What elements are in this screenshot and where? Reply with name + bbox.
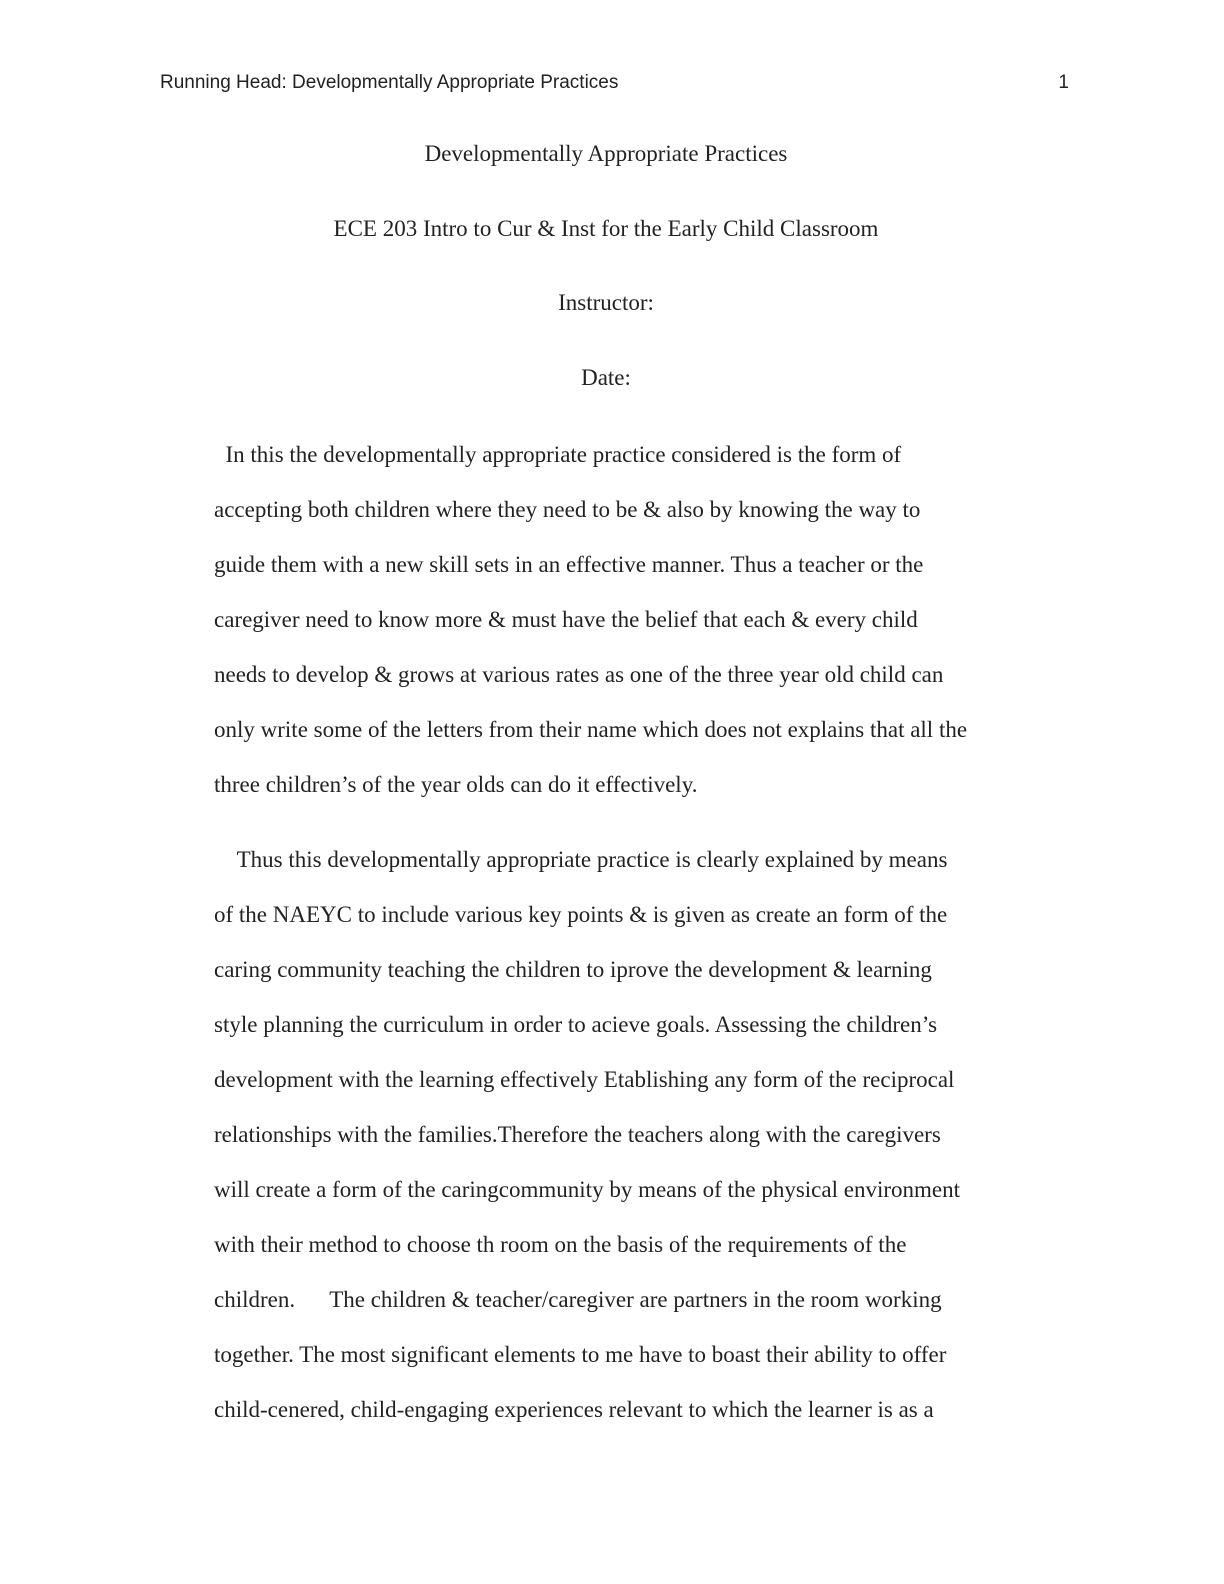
paragraph-line: children. The children & teacher/caregiver are partners in the room working: [214, 1287, 942, 1312]
paragraph-line: child-cenered, child-engaging experiences relevant to which the learner is as a: [214, 1397, 934, 1422]
document-title: Developmentally Appropriate Practices: [424, 141, 788, 166]
course-name: ECE 203 Intro to Cur & Inst for the Early Child Classroom: [333, 216, 879, 241]
running-head: Running Head: Developmentally Appropriate Practices: [160, 72, 619, 93]
paragraph-2: [214, 845, 1014, 1450]
paragraph-line: needs to develop & grows at various rates as one of the three year old child can: [214, 662, 944, 687]
paragraph-line: guide them with a new skill sets in an effective manner. Thus a teacher or the: [214, 552, 924, 577]
paragraph-line: accepting both children where they need to be & also by knowing the way to: [214, 497, 921, 522]
paragraph-line: of the NAEYC to include various key points & is given as create an form of the: [214, 902, 948, 927]
date-line: Date:: [581, 365, 631, 390]
instructor-line: Instructor:: [558, 290, 654, 315]
paragraph-1: [214, 440, 1014, 825]
page-number: 1: [1058, 72, 1069, 93]
paragraph-line: caring community teaching the children to iprove the development & learning: [214, 957, 932, 982]
paragraph-line: caregiver need to know more & must have the belief that each & every child: [214, 607, 918, 632]
paragraph-line: three children’s of the year olds can do it effectively.: [214, 772, 698, 797]
paragraph-line: relationships with the families.Therefore the teachers along with the caregivers: [214, 1122, 941, 1147]
paragraph-line: will create a form of the caringcommunity by means of the physical environment: [214, 1177, 960, 1202]
paragraph-line: with their method to choose th room on the basis of the requirements of the: [214, 1232, 907, 1257]
paragraph-line: development with the learning effectively Etablishing any form of the reciprocal: [214, 1067, 955, 1092]
paragraph-line: together. The most significant elements to me have to boast their ability to offer: [214, 1342, 947, 1367]
paragraph-line: Thus this developmentally appropriate practice is clearly explained by means: [214, 847, 948, 872]
paragraph-line: In this the developmentally appropriate practice considered is the form of: [214, 442, 902, 467]
paragraph-line: style planning the curriculum in order to acieve goals. Assessing the children’s: [214, 1012, 938, 1037]
paragraph-line: only write some of the letters from their name which does not explains that all the: [214, 717, 968, 742]
